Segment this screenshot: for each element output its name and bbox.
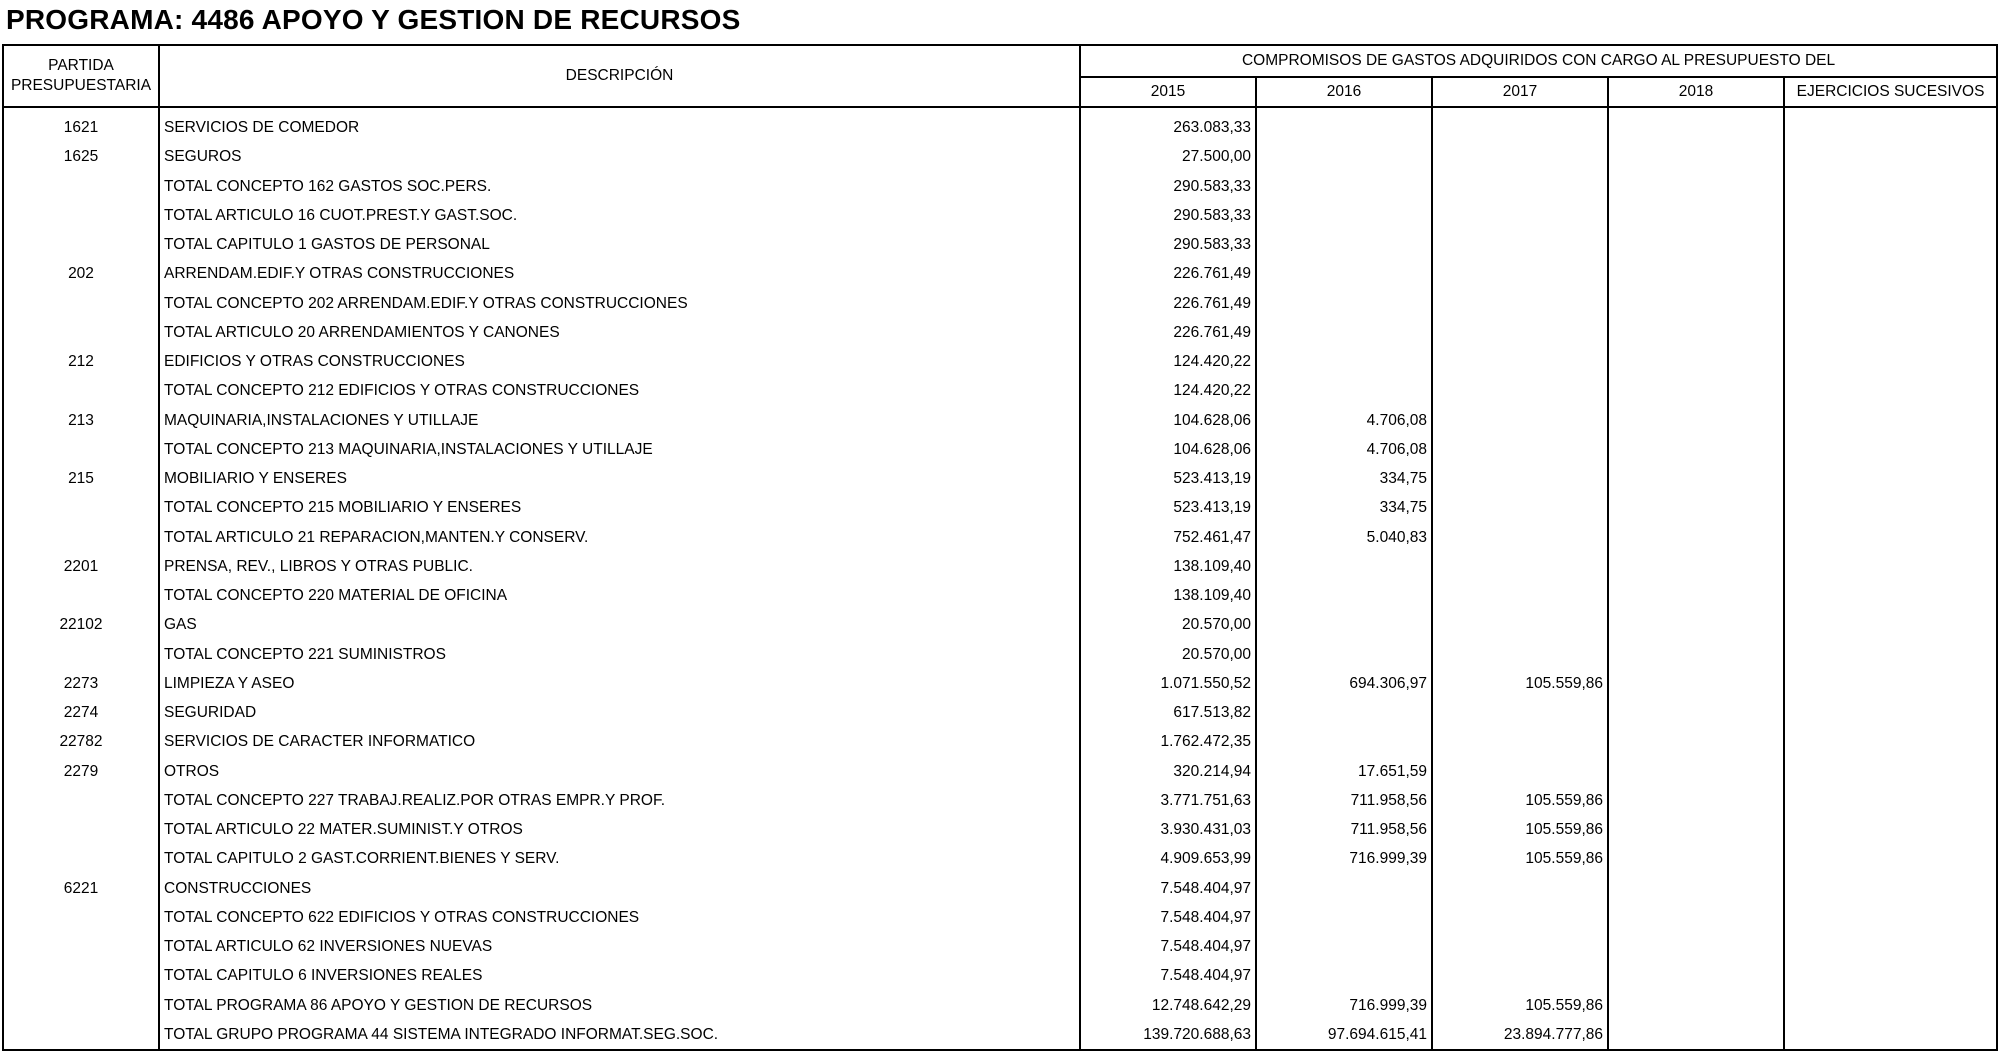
header-year-2015: 2015 xyxy=(1080,77,1256,107)
table-row xyxy=(3,107,1997,142)
cell-descripcion: TOTAL CONCEPTO 213 MAQUINARIA,INSTALACIONES Y UTILLAJE xyxy=(159,435,1080,464)
table-row xyxy=(3,435,1997,464)
cell-descripcion: PRENSA, REV., LIBROS Y OTRAS PUBLIC. xyxy=(159,552,1080,581)
page-title: PROGRAMA: 4486 APOYO Y GESTION DE RECURSOS xyxy=(6,4,741,35)
cell-2016: 711.958,56 xyxy=(1256,815,1432,844)
cell-ejercicios-sucesivos xyxy=(1784,289,1997,318)
cell-descripcion: SEGUROS xyxy=(159,142,1080,171)
cell-ejercicios-sucesivos xyxy=(1784,142,1997,171)
cell-descripcion: TOTAL CONCEPTO 221 SUMINISTROS xyxy=(159,640,1080,669)
header-descripcion: DESCRIPCIÓN xyxy=(159,45,1080,107)
cell-ejercicios-sucesivos xyxy=(1784,259,1997,288)
cell-descripcion: TOTAL CAPITULO 1 GASTOS DE PERSONAL xyxy=(159,230,1080,259)
cell-2015: 124.420,22 xyxy=(1080,376,1256,405)
cell-2017 xyxy=(1432,523,1608,552)
cell-partida xyxy=(3,376,159,405)
cell-ejercicios-sucesivos xyxy=(1784,435,1997,464)
cell-partida xyxy=(3,1020,159,1050)
table-row xyxy=(3,815,1997,844)
table-row xyxy=(3,610,1997,639)
cell-2016 xyxy=(1256,727,1432,756)
cell-partida: 2279 xyxy=(3,757,159,786)
cell-descripcion: SERVICIOS DE CARACTER INFORMATICO xyxy=(159,727,1080,756)
cell-2016 xyxy=(1256,107,1432,142)
cell-2015: 3.930.431,03 xyxy=(1080,815,1256,844)
cell-2018 xyxy=(1608,259,1784,288)
cell-partida xyxy=(3,991,159,1020)
cell-2016 xyxy=(1256,698,1432,727)
cell-descripcion: TOTAL CONCEPTO 162 GASTOS SOC.PERS. xyxy=(159,172,1080,201)
cell-ejercicios-sucesivos xyxy=(1784,640,1997,669)
cell-2015: 7.548.404,97 xyxy=(1080,903,1256,932)
cell-2018 xyxy=(1608,1020,1784,1050)
cell-2018 xyxy=(1608,230,1784,259)
cell-descripcion: TOTAL CONCEPTO 212 EDIFICIOS Y OTRAS CONSTRUCCIONES xyxy=(159,376,1080,405)
cell-2016 xyxy=(1256,932,1432,961)
cell-2016 xyxy=(1256,581,1432,610)
cell-2018 xyxy=(1608,406,1784,435)
cell-2016: 17.651,59 xyxy=(1256,757,1432,786)
cell-ejercicios-sucesivos xyxy=(1784,552,1997,581)
table-row xyxy=(3,142,1997,171)
table-row xyxy=(3,464,1997,493)
cell-2015: 226.761,49 xyxy=(1080,318,1256,347)
cell-2017: 105.559,86 xyxy=(1432,669,1608,698)
cell-ejercicios-sucesivos xyxy=(1784,669,1997,698)
cell-2018 xyxy=(1608,727,1784,756)
cell-2018 xyxy=(1608,523,1784,552)
cell-2015: 290.583,33 xyxy=(1080,201,1256,230)
cell-2016 xyxy=(1256,552,1432,581)
cell-2016: 716.999,39 xyxy=(1256,844,1432,873)
cell-2016 xyxy=(1256,259,1432,288)
cell-descripcion: SEGURIDAD xyxy=(159,698,1080,727)
cell-descripcion: TOTAL PROGRAMA 86 APOYO Y GESTION DE RECURSOS xyxy=(159,991,1080,1020)
cell-descripcion: MAQUINARIA,INSTALACIONES Y UTILLAJE xyxy=(159,406,1080,435)
cell-2017 xyxy=(1432,142,1608,171)
cell-descripcion: TOTAL ARTICULO 62 INVERSIONES NUEVAS xyxy=(159,932,1080,961)
cell-2018 xyxy=(1608,142,1784,171)
table-row xyxy=(3,757,1997,786)
cell-2017 xyxy=(1432,172,1608,201)
cell-ejercicios-sucesivos xyxy=(1784,786,1997,815)
table-row xyxy=(3,844,1997,873)
cell-ejercicios-sucesivos xyxy=(1784,932,1997,961)
cell-2015: 226.761,49 xyxy=(1080,289,1256,318)
cell-2018 xyxy=(1608,107,1784,142)
table-row xyxy=(3,552,1997,581)
cell-descripcion: TOTAL ARTICULO 21 REPARACION,MANTEN.Y CONSERV. xyxy=(159,523,1080,552)
cell-2018 xyxy=(1608,903,1784,932)
cell-2017: 23.894.777,86 xyxy=(1432,1020,1608,1050)
cell-ejercicios-sucesivos xyxy=(1784,991,1997,1020)
cell-2018 xyxy=(1608,435,1784,464)
cell-partida xyxy=(3,230,159,259)
cell-2017 xyxy=(1432,640,1608,669)
cell-2018 xyxy=(1608,698,1784,727)
cell-2015: 1.762.472,35 xyxy=(1080,727,1256,756)
table-row xyxy=(3,523,1997,552)
cell-2015: 104.628,06 xyxy=(1080,435,1256,464)
cell-2016 xyxy=(1256,961,1432,990)
cell-2016 xyxy=(1256,347,1432,376)
cell-ejercicios-sucesivos xyxy=(1784,610,1997,639)
cell-2016: 4.706,08 xyxy=(1256,435,1432,464)
cell-descripcion: CONSTRUCCIONES xyxy=(159,874,1080,903)
cell-2016 xyxy=(1256,201,1432,230)
cell-partida: 213 xyxy=(3,406,159,435)
cell-ejercicios-sucesivos xyxy=(1784,172,1997,201)
cell-2017 xyxy=(1432,201,1608,230)
cell-2017 xyxy=(1432,318,1608,347)
cell-2018 xyxy=(1608,932,1784,961)
cell-ejercicios-sucesivos xyxy=(1784,581,1997,610)
cell-partida: 2273 xyxy=(3,669,159,698)
cell-2017: 105.559,86 xyxy=(1432,844,1608,873)
cell-2018 xyxy=(1608,610,1784,639)
cell-2016: 5.040,83 xyxy=(1256,523,1432,552)
table-row xyxy=(3,698,1997,727)
cell-2017 xyxy=(1432,727,1608,756)
cell-2015: 290.583,33 xyxy=(1080,230,1256,259)
cell-2018 xyxy=(1608,347,1784,376)
table-row xyxy=(3,376,1997,405)
cell-ejercicios-sucesivos xyxy=(1784,874,1997,903)
cell-2018 xyxy=(1608,640,1784,669)
cell-2017 xyxy=(1432,107,1608,142)
cell-2015: 523.413,19 xyxy=(1080,493,1256,522)
cell-descripcion: ARRENDAM.EDIF.Y OTRAS CONSTRUCCIONES xyxy=(159,259,1080,288)
cell-descripcion: TOTAL CONCEPTO 220 MATERIAL DE OFICINA xyxy=(159,581,1080,610)
cell-partida: 1625 xyxy=(3,142,159,171)
cell-descripcion: TOTAL CAPITULO 2 GAST.CORRIENT.BIENES Y SERV. xyxy=(159,844,1080,873)
cell-2018 xyxy=(1608,172,1784,201)
cell-2016: 334,75 xyxy=(1256,493,1432,522)
cell-ejercicios-sucesivos xyxy=(1784,230,1997,259)
cell-2018 xyxy=(1608,464,1784,493)
cell-ejercicios-sucesivos xyxy=(1784,201,1997,230)
cell-partida xyxy=(3,786,159,815)
cell-partida: 22102 xyxy=(3,610,159,639)
cell-2015: 1.071.550,52 xyxy=(1080,669,1256,698)
header-compromisos: COMPROMISOS DE GASTOS ADQUIRIDOS CON CARGO AL PRESUPUESTO DEL xyxy=(1080,45,1997,77)
cell-2015: 12.748.642,29 xyxy=(1080,991,1256,1020)
cell-2017 xyxy=(1432,464,1608,493)
cell-2016: 97.694.615,41 xyxy=(1256,1020,1432,1050)
header-ejercicios-sucesivos: EJERCICIOS SUCESIVOS xyxy=(1784,77,1997,107)
header-year-2018: 2018 xyxy=(1608,77,1784,107)
cell-partida xyxy=(3,932,159,961)
cell-2015: 226.761,49 xyxy=(1080,259,1256,288)
table-row xyxy=(3,727,1997,756)
cell-partida: 215 xyxy=(3,464,159,493)
cell-2017 xyxy=(1432,230,1608,259)
cell-ejercicios-sucesivos xyxy=(1784,844,1997,873)
cell-partida xyxy=(3,844,159,873)
table-row xyxy=(3,493,1997,522)
cell-descripcion: TOTAL CONCEPTO 202 ARRENDAM.EDIF.Y OTRAS CONSTRUCCIONES xyxy=(159,289,1080,318)
cell-2017: 105.559,86 xyxy=(1432,815,1608,844)
cell-ejercicios-sucesivos xyxy=(1784,903,1997,932)
table-row xyxy=(3,289,1997,318)
table-row xyxy=(3,669,1997,698)
cell-partida: 202 xyxy=(3,259,159,288)
cell-2018 xyxy=(1608,581,1784,610)
cell-descripcion: LIMPIEZA Y ASEO xyxy=(159,669,1080,698)
cell-2015: 263.083,33 xyxy=(1080,107,1256,142)
cell-2015: 320.214,94 xyxy=(1080,757,1256,786)
cell-2017 xyxy=(1432,698,1608,727)
cell-2018 xyxy=(1608,552,1784,581)
table-row xyxy=(3,991,1997,1020)
cell-2015: 7.548.404,97 xyxy=(1080,961,1256,990)
cell-partida: 212 xyxy=(3,347,159,376)
cell-2016 xyxy=(1256,230,1432,259)
cell-partida xyxy=(3,435,159,464)
header-partida: PARTIDA PRESUPUESTARIA xyxy=(3,45,159,107)
table-row xyxy=(3,259,1997,288)
cell-2017 xyxy=(1432,552,1608,581)
cell-ejercicios-sucesivos xyxy=(1784,961,1997,990)
cell-descripcion: EDIFICIOS Y OTRAS CONSTRUCCIONES xyxy=(159,347,1080,376)
cell-descripcion: TOTAL CONCEPTO 215 MOBILIARIO Y ENSERES xyxy=(159,493,1080,522)
cell-ejercicios-sucesivos xyxy=(1784,318,1997,347)
table-row xyxy=(3,581,1997,610)
header-year-2017: 2017 xyxy=(1432,77,1608,107)
cell-2016: 4.706,08 xyxy=(1256,406,1432,435)
cell-ejercicios-sucesivos xyxy=(1784,727,1997,756)
cell-partida xyxy=(3,172,159,201)
cell-2017 xyxy=(1432,961,1608,990)
cell-2018 xyxy=(1608,991,1784,1020)
cell-ejercicios-sucesivos xyxy=(1784,493,1997,522)
cell-2018 xyxy=(1608,201,1784,230)
cell-2015: 752.461,47 xyxy=(1080,523,1256,552)
table-row xyxy=(3,903,1997,932)
cell-2018 xyxy=(1608,669,1784,698)
cell-2015: 4.909.653,99 xyxy=(1080,844,1256,873)
cell-partida xyxy=(3,581,159,610)
cell-2017 xyxy=(1432,610,1608,639)
cell-2015: 7.548.404,97 xyxy=(1080,932,1256,961)
cell-2018 xyxy=(1608,844,1784,873)
cell-2016 xyxy=(1256,172,1432,201)
table-body xyxy=(3,107,1997,1050)
cell-2015: 138.109,40 xyxy=(1080,581,1256,610)
cell-descripcion: GAS xyxy=(159,610,1080,639)
header-year-2016: 2016 xyxy=(1256,77,1432,107)
cell-ejercicios-sucesivos xyxy=(1784,1020,1997,1050)
cell-partida xyxy=(3,815,159,844)
cell-2016 xyxy=(1256,289,1432,318)
cell-2018 xyxy=(1608,874,1784,903)
cell-partida xyxy=(3,289,159,318)
cell-2017 xyxy=(1432,259,1608,288)
cell-descripcion: MOBILIARIO Y ENSERES xyxy=(159,464,1080,493)
cell-descripcion: TOTAL CONCEPTO 227 TRABAJ.REALIZ.POR OTRAS EMPR.Y PROF. xyxy=(159,786,1080,815)
cell-2015: 523.413,19 xyxy=(1080,464,1256,493)
cell-2015: 617.513,82 xyxy=(1080,698,1256,727)
cell-2015: 20.570,00 xyxy=(1080,640,1256,669)
cell-2017 xyxy=(1432,435,1608,464)
cell-ejercicios-sucesivos xyxy=(1784,464,1997,493)
cell-2016 xyxy=(1256,903,1432,932)
cell-2016: 334,75 xyxy=(1256,464,1432,493)
cell-2018 xyxy=(1608,289,1784,318)
table-row xyxy=(3,786,1997,815)
cell-descripcion: TOTAL ARTICULO 16 CUOT.PREST.Y GAST.SOC. xyxy=(159,201,1080,230)
cell-2015: 138.109,40 xyxy=(1080,552,1256,581)
cell-2018 xyxy=(1608,757,1784,786)
cell-2015: 290.583,33 xyxy=(1080,172,1256,201)
cell-2016 xyxy=(1256,874,1432,903)
cell-2018 xyxy=(1608,318,1784,347)
cell-descripcion: TOTAL ARTICULO 22 MATER.SUMINIST.Y OTROS xyxy=(159,815,1080,844)
cell-partida xyxy=(3,201,159,230)
cell-2016 xyxy=(1256,318,1432,347)
table-row xyxy=(3,1020,1997,1050)
cell-descripcion: TOTAL ARTICULO 20 ARRENDAMIENTOS Y CANONES xyxy=(159,318,1080,347)
table-row xyxy=(3,347,1997,376)
cell-2017 xyxy=(1432,757,1608,786)
cell-descripcion: OTROS xyxy=(159,757,1080,786)
cell-2018 xyxy=(1608,786,1784,815)
budget-table xyxy=(2,44,1998,1051)
cell-2018 xyxy=(1608,815,1784,844)
table-row xyxy=(3,932,1997,961)
cell-2016: 694.306,97 xyxy=(1256,669,1432,698)
cell-partida xyxy=(3,640,159,669)
cell-partida: 22782 xyxy=(3,727,159,756)
cell-2016 xyxy=(1256,142,1432,171)
cell-2017: 105.559,86 xyxy=(1432,786,1608,815)
cell-ejercicios-sucesivos xyxy=(1784,347,1997,376)
cell-2017 xyxy=(1432,932,1608,961)
table-row xyxy=(3,318,1997,347)
cell-partida: 6221 xyxy=(3,874,159,903)
table-row xyxy=(3,172,1997,201)
cell-2015: 7.548.404,97 xyxy=(1080,874,1256,903)
cell-2015: 139.720.688,63 xyxy=(1080,1020,1256,1050)
cell-2017 xyxy=(1432,581,1608,610)
cell-partida: 2201 xyxy=(3,552,159,581)
cell-descripcion: TOTAL GRUPO PROGRAMA 44 SISTEMA INTEGRADO INFORMAT.SEG.SOC. xyxy=(159,1020,1080,1050)
cell-ejercicios-sucesivos xyxy=(1784,757,1997,786)
cell-partida: 1621 xyxy=(3,107,159,142)
cell-2017 xyxy=(1432,874,1608,903)
cell-2018 xyxy=(1608,376,1784,405)
cell-2018 xyxy=(1608,493,1784,522)
table-row xyxy=(3,230,1997,259)
cell-partida xyxy=(3,903,159,932)
cell-descripcion: SERVICIOS DE COMEDOR xyxy=(159,107,1080,142)
table-row xyxy=(3,640,1997,669)
cell-2016 xyxy=(1256,376,1432,405)
table-row xyxy=(3,874,1997,903)
cell-ejercicios-sucesivos xyxy=(1784,698,1997,727)
cell-2015: 3.771.751,63 xyxy=(1080,786,1256,815)
cell-2015: 104.628,06 xyxy=(1080,406,1256,435)
cell-2017 xyxy=(1432,289,1608,318)
cell-2015: 124.420,22 xyxy=(1080,347,1256,376)
cell-2016: 711.958,56 xyxy=(1256,786,1432,815)
cell-partida xyxy=(3,318,159,347)
table-row xyxy=(3,961,1997,990)
cell-2017: 105.559,86 xyxy=(1432,991,1608,1020)
cell-descripcion: TOTAL CAPITULO 6 INVERSIONES REALES xyxy=(159,961,1080,990)
cell-ejercicios-sucesivos xyxy=(1784,815,1997,844)
cell-2017 xyxy=(1432,376,1608,405)
cell-2017 xyxy=(1432,903,1608,932)
cell-partida: 2274 xyxy=(3,698,159,727)
cell-2018 xyxy=(1608,961,1784,990)
cell-2016 xyxy=(1256,610,1432,639)
cell-ejercicios-sucesivos xyxy=(1784,406,1997,435)
table-row xyxy=(3,201,1997,230)
cell-partida xyxy=(3,961,159,990)
cell-2017 xyxy=(1432,347,1608,376)
cell-2017 xyxy=(1432,493,1608,522)
cell-2015: 20.570,00 xyxy=(1080,610,1256,639)
cell-descripcion: TOTAL CONCEPTO 622 EDIFICIOS Y OTRAS CONSTRUCCIONES xyxy=(159,903,1080,932)
cell-2017 xyxy=(1432,406,1608,435)
cell-2016 xyxy=(1256,640,1432,669)
cell-ejercicios-sucesivos xyxy=(1784,107,1997,142)
table-row xyxy=(3,406,1997,435)
cell-partida xyxy=(3,523,159,552)
cell-2016: 716.999,39 xyxy=(1256,991,1432,1020)
cell-2015: 27.500,00 xyxy=(1080,142,1256,171)
cell-partida xyxy=(3,493,159,522)
cell-ejercicios-sucesivos xyxy=(1784,523,1997,552)
cell-ejercicios-sucesivos xyxy=(1784,376,1997,405)
